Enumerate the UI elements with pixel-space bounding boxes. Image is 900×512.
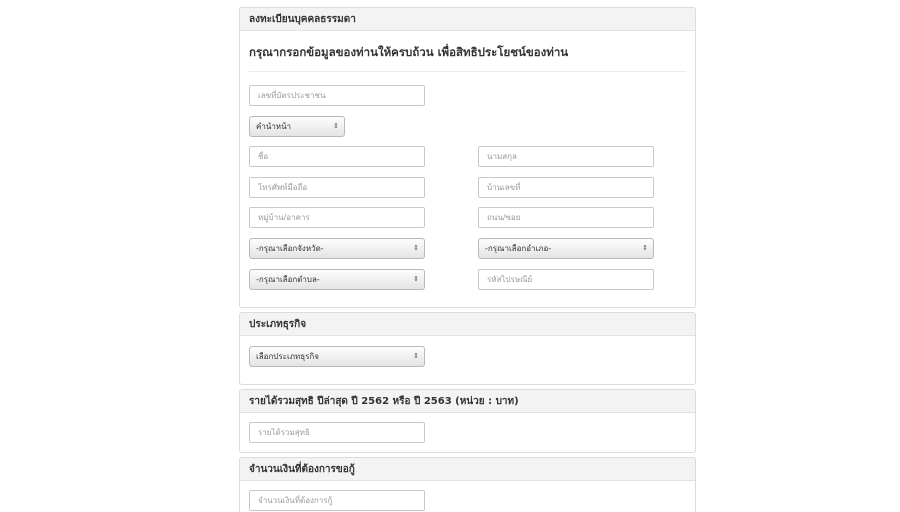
intro-text: กรุณากรอกข้อมูลของท่านให้ครบถ้วน เพื่อสิทธิประโยชน์ของท่าน — [249, 45, 569, 59]
business-panel — [239, 312, 696, 385]
first-name-input[interactable] — [249, 146, 425, 167]
loan-amount-input[interactable] — [249, 490, 425, 511]
income-panel — [239, 389, 696, 453]
income-panel-title: รายได้รวมสุทธิ ปีล่าสุด ปี 2562 หรือ ปี 2563 (หน่วย : บาท) — [240, 390, 695, 413]
business-type-select[interactable] — [249, 346, 425, 367]
road-input[interactable] — [478, 207, 654, 228]
postcode-input[interactable] — [478, 269, 654, 290]
id-card-input[interactable] — [249, 85, 425, 106]
updown-arrows-icon: ⇕ — [333, 122, 339, 130]
village-input[interactable] — [249, 207, 425, 228]
last-name-input[interactable] — [478, 146, 654, 167]
registration-panel — [239, 7, 696, 308]
title-select-value: คำนำหน้า — [256, 122, 292, 131]
title-select[interactable] — [249, 116, 345, 137]
divider — [249, 71, 686, 72]
mobile-input[interactable] — [249, 177, 425, 198]
district-select-value: -กรุณาเลือกอำเภอ- — [485, 244, 552, 253]
updown-arrows-icon: ⇕ — [413, 244, 419, 252]
income-input[interactable] — [249, 422, 425, 443]
loan-panel — [239, 457, 696, 512]
updown-arrows-icon: ⇕ — [642, 244, 648, 252]
business-type-select-value: เลือกประเภทธุรกิจ — [256, 352, 319, 361]
updown-arrows-icon: ⇕ — [413, 352, 419, 360]
province-select-value: -กรุณาเลือกจังหวัด- — [256, 244, 324, 253]
loan-panel-title: จำนวนเงินที่ต้องการขอกู้ — [240, 458, 695, 481]
updown-arrows-icon: ⇕ — [413, 275, 419, 283]
registration-panel-title: ลงทะเบียนบุคคลธรรมดา — [240, 8, 695, 31]
business-panel-title: ประเภทธุรกิจ — [240, 313, 695, 336]
district-select[interactable] — [478, 238, 654, 259]
subdistrict-select-value: -กรุณาเลือกตำบล- — [256, 275, 320, 284]
province-select[interactable] — [249, 238, 425, 259]
subdistrict-select[interactable] — [249, 269, 425, 290]
house-no-input[interactable] — [478, 177, 654, 198]
